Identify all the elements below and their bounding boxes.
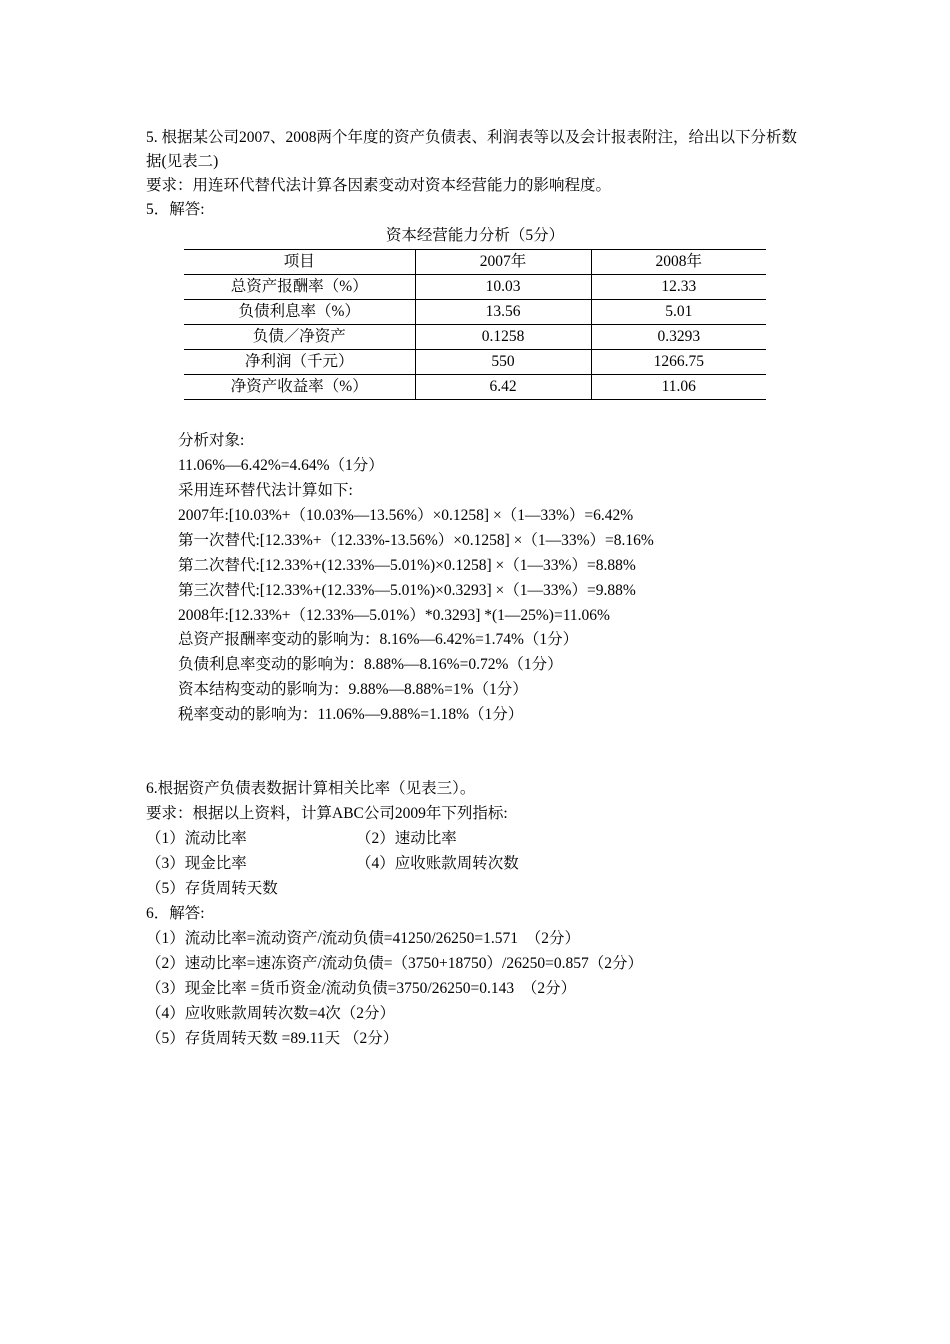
table-cell: 550 <box>415 350 591 375</box>
analysis-line: 2007年:[10.03%+（10.03%—13.56%）×0.1258] ×（1—33%）=6.42% <box>178 507 634 524</box>
analysis-line: 采用连环替代法计算如下: <box>178 482 353 499</box>
table-cell: 10.03 <box>415 275 591 300</box>
analysis-line: 负债利息率变动的影响为：8.88%—8.16%=0.72%（1分） <box>178 656 563 673</box>
table-row <box>184 275 766 300</box>
table-header-row <box>184 250 766 275</box>
table-cell: 净利润（千元） <box>184 350 415 375</box>
table-row <box>184 300 766 325</box>
q6-item-5: （5）存货周转天数 <box>146 880 278 897</box>
table-cell: 净资产收益率（%） <box>184 375 415 400</box>
q6-answer: （3）现金比率 =货币资金/流动负债=3750/26250=0.143 （2分） <box>146 980 577 997</box>
analysis-line: 分析对象: <box>178 432 245 449</box>
table-cell: 负债／净资产 <box>184 325 415 350</box>
table-row <box>184 375 766 400</box>
table-cell: 负债利息率（%） <box>184 300 415 325</box>
analysis-line: 11.06%—6.42%=4.64%（1分） <box>178 457 384 474</box>
analysis-line: 第一次替代:[12.33%+（12.33%-13.56%）×0.1258] ×（1—33%）=8.16% <box>178 532 654 549</box>
header-2007: 2007年 <box>415 250 591 275</box>
table-cell: 0.1258 <box>415 325 591 350</box>
table-row <box>184 350 766 375</box>
q6-answer: （4）应收账款周转次数=4次（2分） <box>146 1005 395 1022</box>
q6-item-4: （4）应收账款周转次数 <box>356 855 519 872</box>
table-title: 资本经营能力分析（5分） <box>385 227 565 244</box>
q6-item-3: （3）现金比率 <box>146 855 247 872</box>
analysis-line: 税率变动的影响为：11.06%—9.88%=1.18%（1分） <box>178 706 524 723</box>
q6-intro: 6.根据资产负债表数据计算相关比率（见表三）。 <box>146 780 476 797</box>
table-cell: 5.01 <box>591 300 766 325</box>
q6-answer-heading: 6．解答: <box>146 905 205 922</box>
header-item: 项目 <box>184 250 415 275</box>
table-cell: 11.06 <box>591 375 766 400</box>
table-cell: 总资产报酬率（%） <box>184 275 415 300</box>
table-row <box>184 325 766 350</box>
q6-item-1: （1）流动比率 <box>146 830 247 847</box>
q6-requirement: 要求：根据以上资料，计算ABC公司2009年下列指标: <box>146 805 508 822</box>
q6-answer: （5）存货周转天数 =89.11天 （2分） <box>146 1030 399 1047</box>
q6-answer: （1）流动比率=流动资产/流动负债=41250/26250=1.571 （2分） <box>146 930 580 947</box>
analysis-line: 第三次替代:[12.33%+(12.33%—5.01%)×0.3293] ×（1—33%）=9.88% <box>178 582 636 599</box>
q5-answer-heading: 5．解答: <box>146 201 205 218</box>
q5-intro: 5. 根据某公司2007、2008两个年度的资产负债表、利润表等以及会计报表附注，给出以下分析数据(见表二) <box>146 129 798 170</box>
analysis-line: 资本结构变动的影响为：9.88%—8.88%=1%（1分） <box>178 681 528 698</box>
table-cell: 6.42 <box>415 375 591 400</box>
analysis-line: 第二次替代:[12.33%+(12.33%—5.01%)×0.1258] ×（1—33%）=8.88% <box>178 557 636 574</box>
header-2008: 2008年 <box>591 250 766 275</box>
table-cell: 12.33 <box>591 275 766 300</box>
q6-item-2: （2）速动比率 <box>356 830 457 847</box>
q5-requirement: 要求：用连环代替代法计算各因素变动对资本经营能力的影响程度。 <box>146 177 612 194</box>
analysis-line: 总资产报酬率变动的影响为：8.16%—6.42%=1.74%（1分） <box>178 631 579 648</box>
capital-operation-table <box>184 249 766 400</box>
analysis-line: 2008年:[12.33%+（12.33%—5.01%）*0.3293] *(1—25%)=11.06% <box>178 607 610 624</box>
table-cell: 1266.75 <box>591 350 766 375</box>
q6-answer: （2）速动比率=速冻资产/流动负债=（3750+18750）/26250=0.857（2分） <box>146 955 643 972</box>
table-cell: 0.3293 <box>591 325 766 350</box>
table-cell: 13.56 <box>415 300 591 325</box>
